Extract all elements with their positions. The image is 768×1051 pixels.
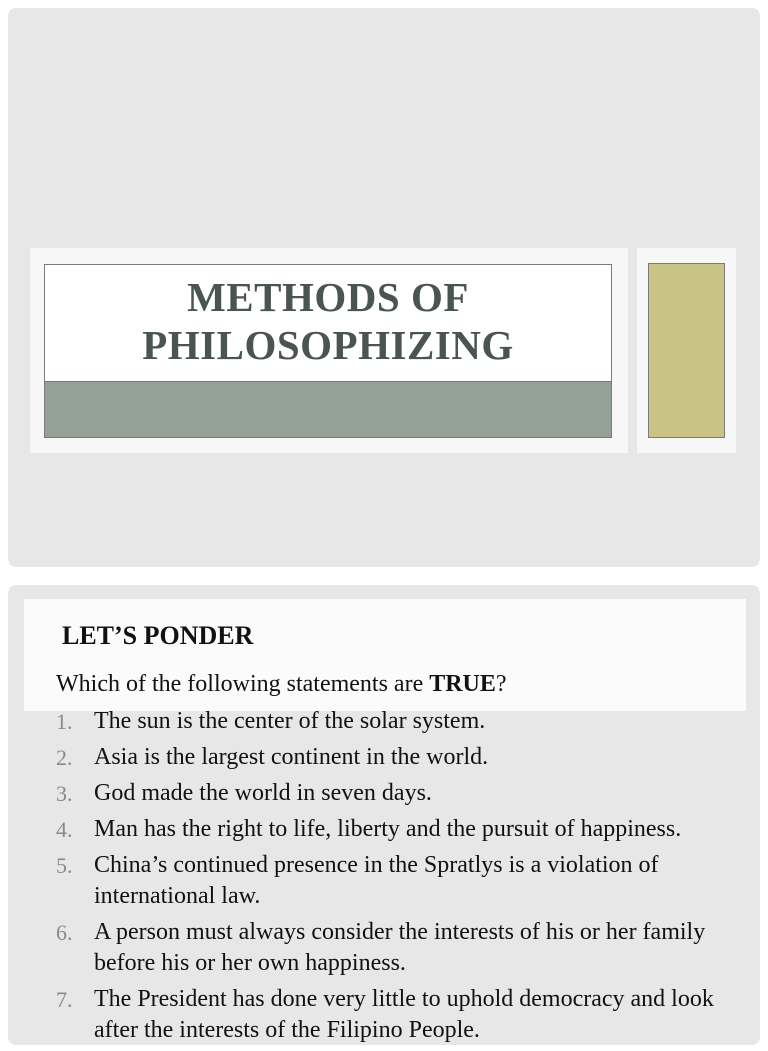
list-number: 7. [56, 987, 73, 1012]
list-item [56, 917, 746, 979]
list-item-text: God made the world in seven days. [94, 780, 432, 806]
list-item [56, 706, 746, 737]
title-banner [30, 248, 628, 453]
title-line-2: PHILOSOPHIZING [142, 322, 514, 368]
list-item-text: The President has done very little to uphold democracy and look after the interests of the Filipino People. [94, 986, 714, 1043]
list-item-text: Man has the right to life, liberty and the pursuit of happiness. [94, 816, 682, 842]
list-number: 5. [56, 853, 73, 878]
list-item-text: China’s continued presence in the Spratlys is a violation of international law. [94, 852, 659, 909]
list-item [56, 984, 746, 1046]
slide-lets-ponder[interactable] [8, 585, 760, 1045]
list-item [56, 850, 746, 912]
list-number: 2. [56, 745, 73, 770]
title-line-1: METHODS OF [187, 274, 469, 320]
title-color-bar [45, 381, 611, 437]
accent-frame [637, 248, 736, 453]
accent-block [648, 263, 725, 438]
list-item-text: The sun is the center of the solar system. [94, 708, 486, 734]
list-item-text: A person must always consider the interests of his or her family before his or her own happiness. [94, 919, 706, 976]
list-number: 6. [56, 920, 73, 945]
statement-list [56, 706, 746, 1051]
slide-title-text [45, 273, 611, 369]
list-number: 3. [56, 781, 73, 806]
slide-title[interactable] [8, 8, 760, 567]
list-item-text: Asia is the largest continent in the world. [94, 744, 489, 770]
list-item [56, 778, 746, 809]
slide-heading: LET’S PONDER [62, 621, 254, 650]
list-item [56, 742, 746, 773]
question-text [56, 671, 507, 698]
question-suffix: ? [495, 671, 507, 697]
question-emphasis: TRUE [429, 671, 496, 697]
list-item [56, 814, 746, 845]
list-number: 4. [56, 817, 73, 842]
question-prefix: Which of the following statements are [56, 671, 430, 697]
title-box [44, 264, 612, 438]
list-number: 1. [56, 709, 73, 734]
